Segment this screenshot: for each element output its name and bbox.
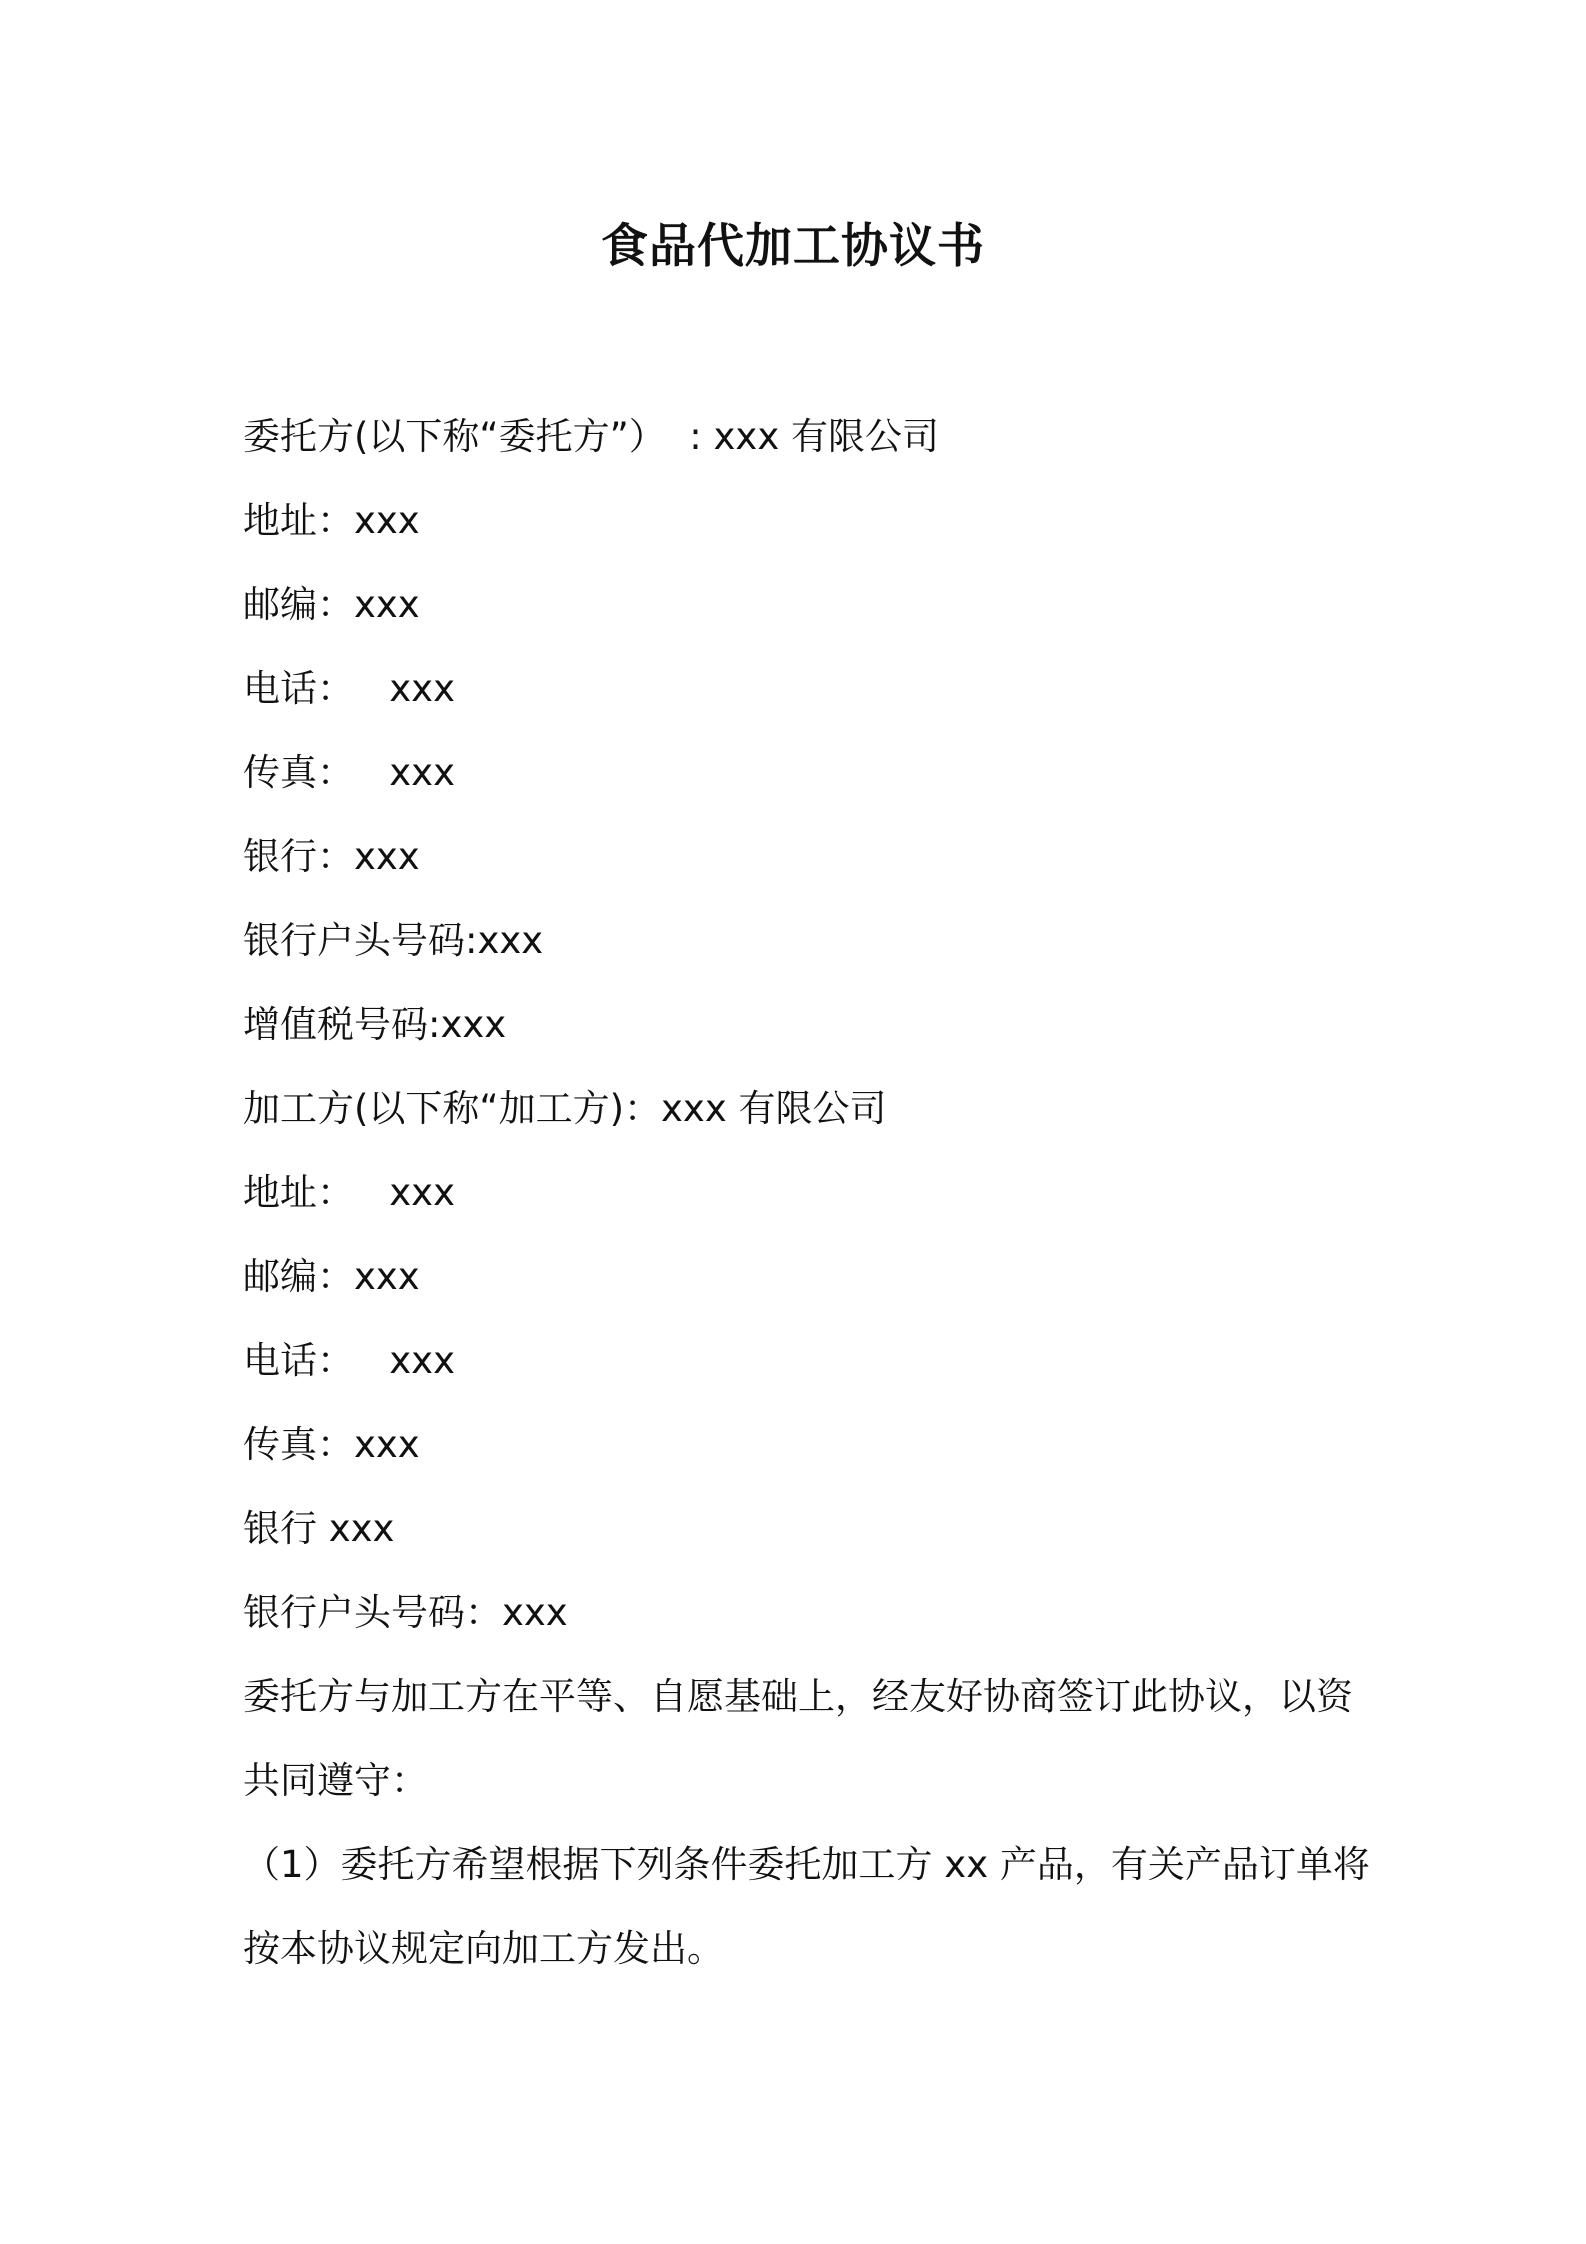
- processor-party-line: 加工方(以下称“加工方)：xxx 有限公司: [243, 1087, 887, 1130]
- client-fax: 传真： xxx: [243, 751, 455, 794]
- processor-address: 地址： xxx: [243, 1171, 455, 1214]
- client-bank: 银行：xxx: [243, 835, 420, 878]
- processor-bank-account: 银行户头号码：xxx: [243, 1591, 568, 1634]
- processor-bank: 银行 xxx: [243, 1507, 395, 1550]
- clause-1-line-1: （1）委托方希望根据下列条件委托加工方 xx 产品，有关产品订单将: [243, 1843, 1370, 1886]
- document-title: 食品代加工协议书: [601, 219, 985, 274]
- agreement-intro-line-1: 委托方与加工方在平等、自愿基础上，经友好协商签订此协议，以资: [243, 1675, 1353, 1718]
- processor-postcode: 邮编：xxx: [243, 1255, 420, 1298]
- client-vat-number: 增值税号码:xxx: [243, 1003, 507, 1046]
- processor-phone: 电话： xxx: [243, 1339, 455, 1382]
- client-bank-account: 银行户头号码:xxx: [243, 919, 544, 962]
- client-address: 地址：xxx: [243, 499, 420, 542]
- client-party-line: 委托方(以下称“委托方”） : xxx 有限公司: [243, 415, 939, 458]
- agreement-intro-line-2: 共同遵守：: [243, 1759, 428, 1802]
- client-phone: 电话： xxx: [243, 667, 455, 710]
- clause-1-line-2: 按本协议规定向加工方发出。: [243, 1927, 724, 1970]
- processor-fax: 传真：xxx: [243, 1423, 420, 1466]
- client-postcode: 邮编：xxx: [243, 583, 420, 626]
